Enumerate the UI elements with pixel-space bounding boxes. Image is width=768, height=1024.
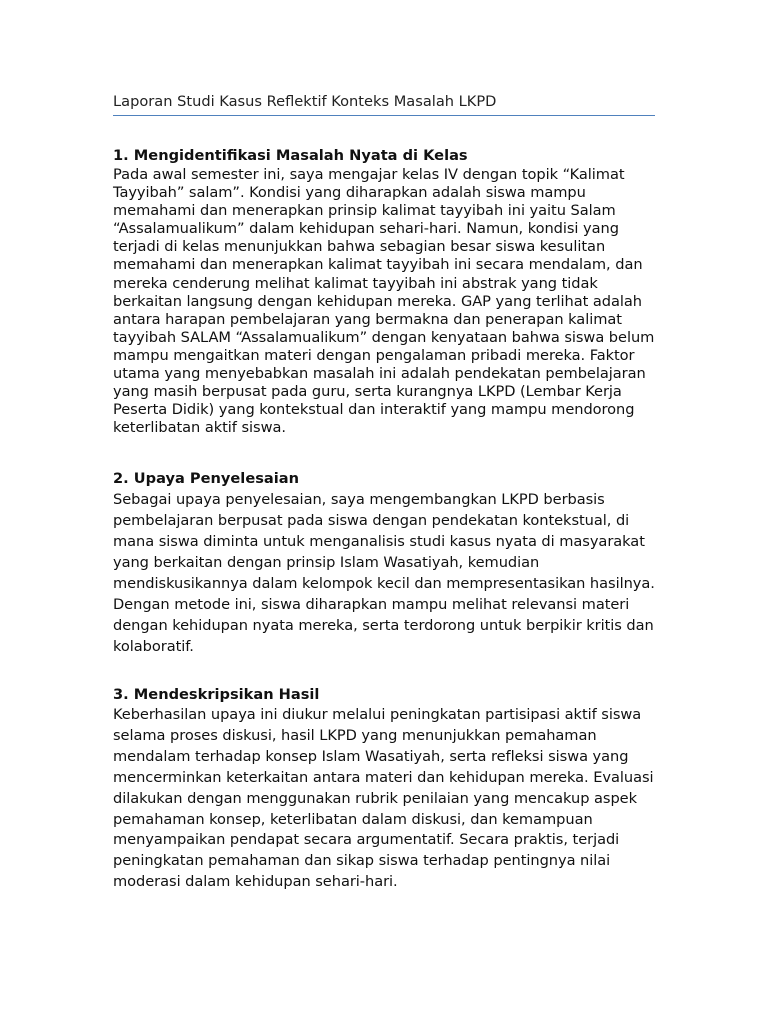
section-body: Keberhasilan upaya ini diukur melalui peningkatan partisipasi aktif siswa selama proses diskusi, hasil LKPD yang menunjukkan pemahaman mendalam terhadap konsep Islam Wasatiyah, serta refleksi siswa yang mencerminkan keterkaitan antara materi dan kehidupan mereka. Evaluasi dilakukan dengan menggunakan rubrik penilaian yang mencakup aspek pemahaman konsep, keterlibatan dalam diskusi, dan kemampuan menyampaikan pendapat secara argumentatif. Secara praktis, terjadi peningkatan pemahaman dan sikap siswa terhadap pentingnya nilai moderasi dalam kehidupan sehari-hari. bbox=[113, 706, 654, 891]
section-heading: 2. Upaya Penyelesaian bbox=[113, 470, 299, 487]
section-heading: 1. Mengidentifikasi Masalah Nyata di Kelas bbox=[113, 147, 468, 164]
section-describe-results bbox=[113, 685, 655, 893]
title-underline-rule bbox=[113, 115, 655, 116]
section-body: Pada awal semester ini, saya mengajar kelas IV dengan topik “Kalimat Tayyibah” salam”. Kondisi yang diharapkan adalah siswa mampu memahami dan menerapkan prinsip kalimat tayyibah ini yaitu Salam “Assalamualikum” dalam kehidupan sehari-hari. Namun, kondisi yang terjadi di kelas menunjukkan bahwa sebagian besar siswa kesulitan memahami dan menerapkan kalimat tayyibah ini secara mendalam, dan mereka cenderung melihat kalimat tayyibah ini abstrak yang tidak berkaitan langsung dengan kehidupan mereka. GAP yang terlihat adalah antara harapan pembelajaran yang bermakna dan penerapan kalimat tayyibah SALAM “Assalamualikum” dengan kenyataan bahwa siswa belum mampu mengaitkan materi dengan pengalaman pribadi mereka. Faktor utama yang menyebabkan masalah ini adalah pendekatan pembelajaran yang masih berpusat pada guru, serta kurangnya LKPD (Lembar Kerja Peserta Didik) yang kontekstual dan interaktif yang mampu mendorong keterlibatan aktif siswa. bbox=[113, 166, 655, 437]
section-body: Sebagai upaya penyelesaian, saya mengembangkan LKPD berbasis pembelajaran berpusat pada siswa dengan pendekatan kontekstual, di mana siswa diminta untuk menganalisis studi kasus nyata di masyarakat yang berkaitan dengan prinsip Islam Wasatiyah, kemudian mendiskusikannya dalam kelompok kecil dan mempresentasikan hasilnya. Dengan metode ini, siswa diharapkan mampu melihat relevansi materi dengan kehidupan nyata mereka, serta terdorong untuk berpikir kritis dan kolaboratif. bbox=[113, 491, 655, 655]
section-identify-problem bbox=[113, 146, 655, 437]
document-title: Laporan Studi Kasus Reflektif Konteks Masalah LKPD bbox=[113, 93, 497, 110]
section-heading: 3. Mendeskripsikan Hasil bbox=[113, 686, 320, 703]
section-solution-effort bbox=[113, 469, 655, 657]
